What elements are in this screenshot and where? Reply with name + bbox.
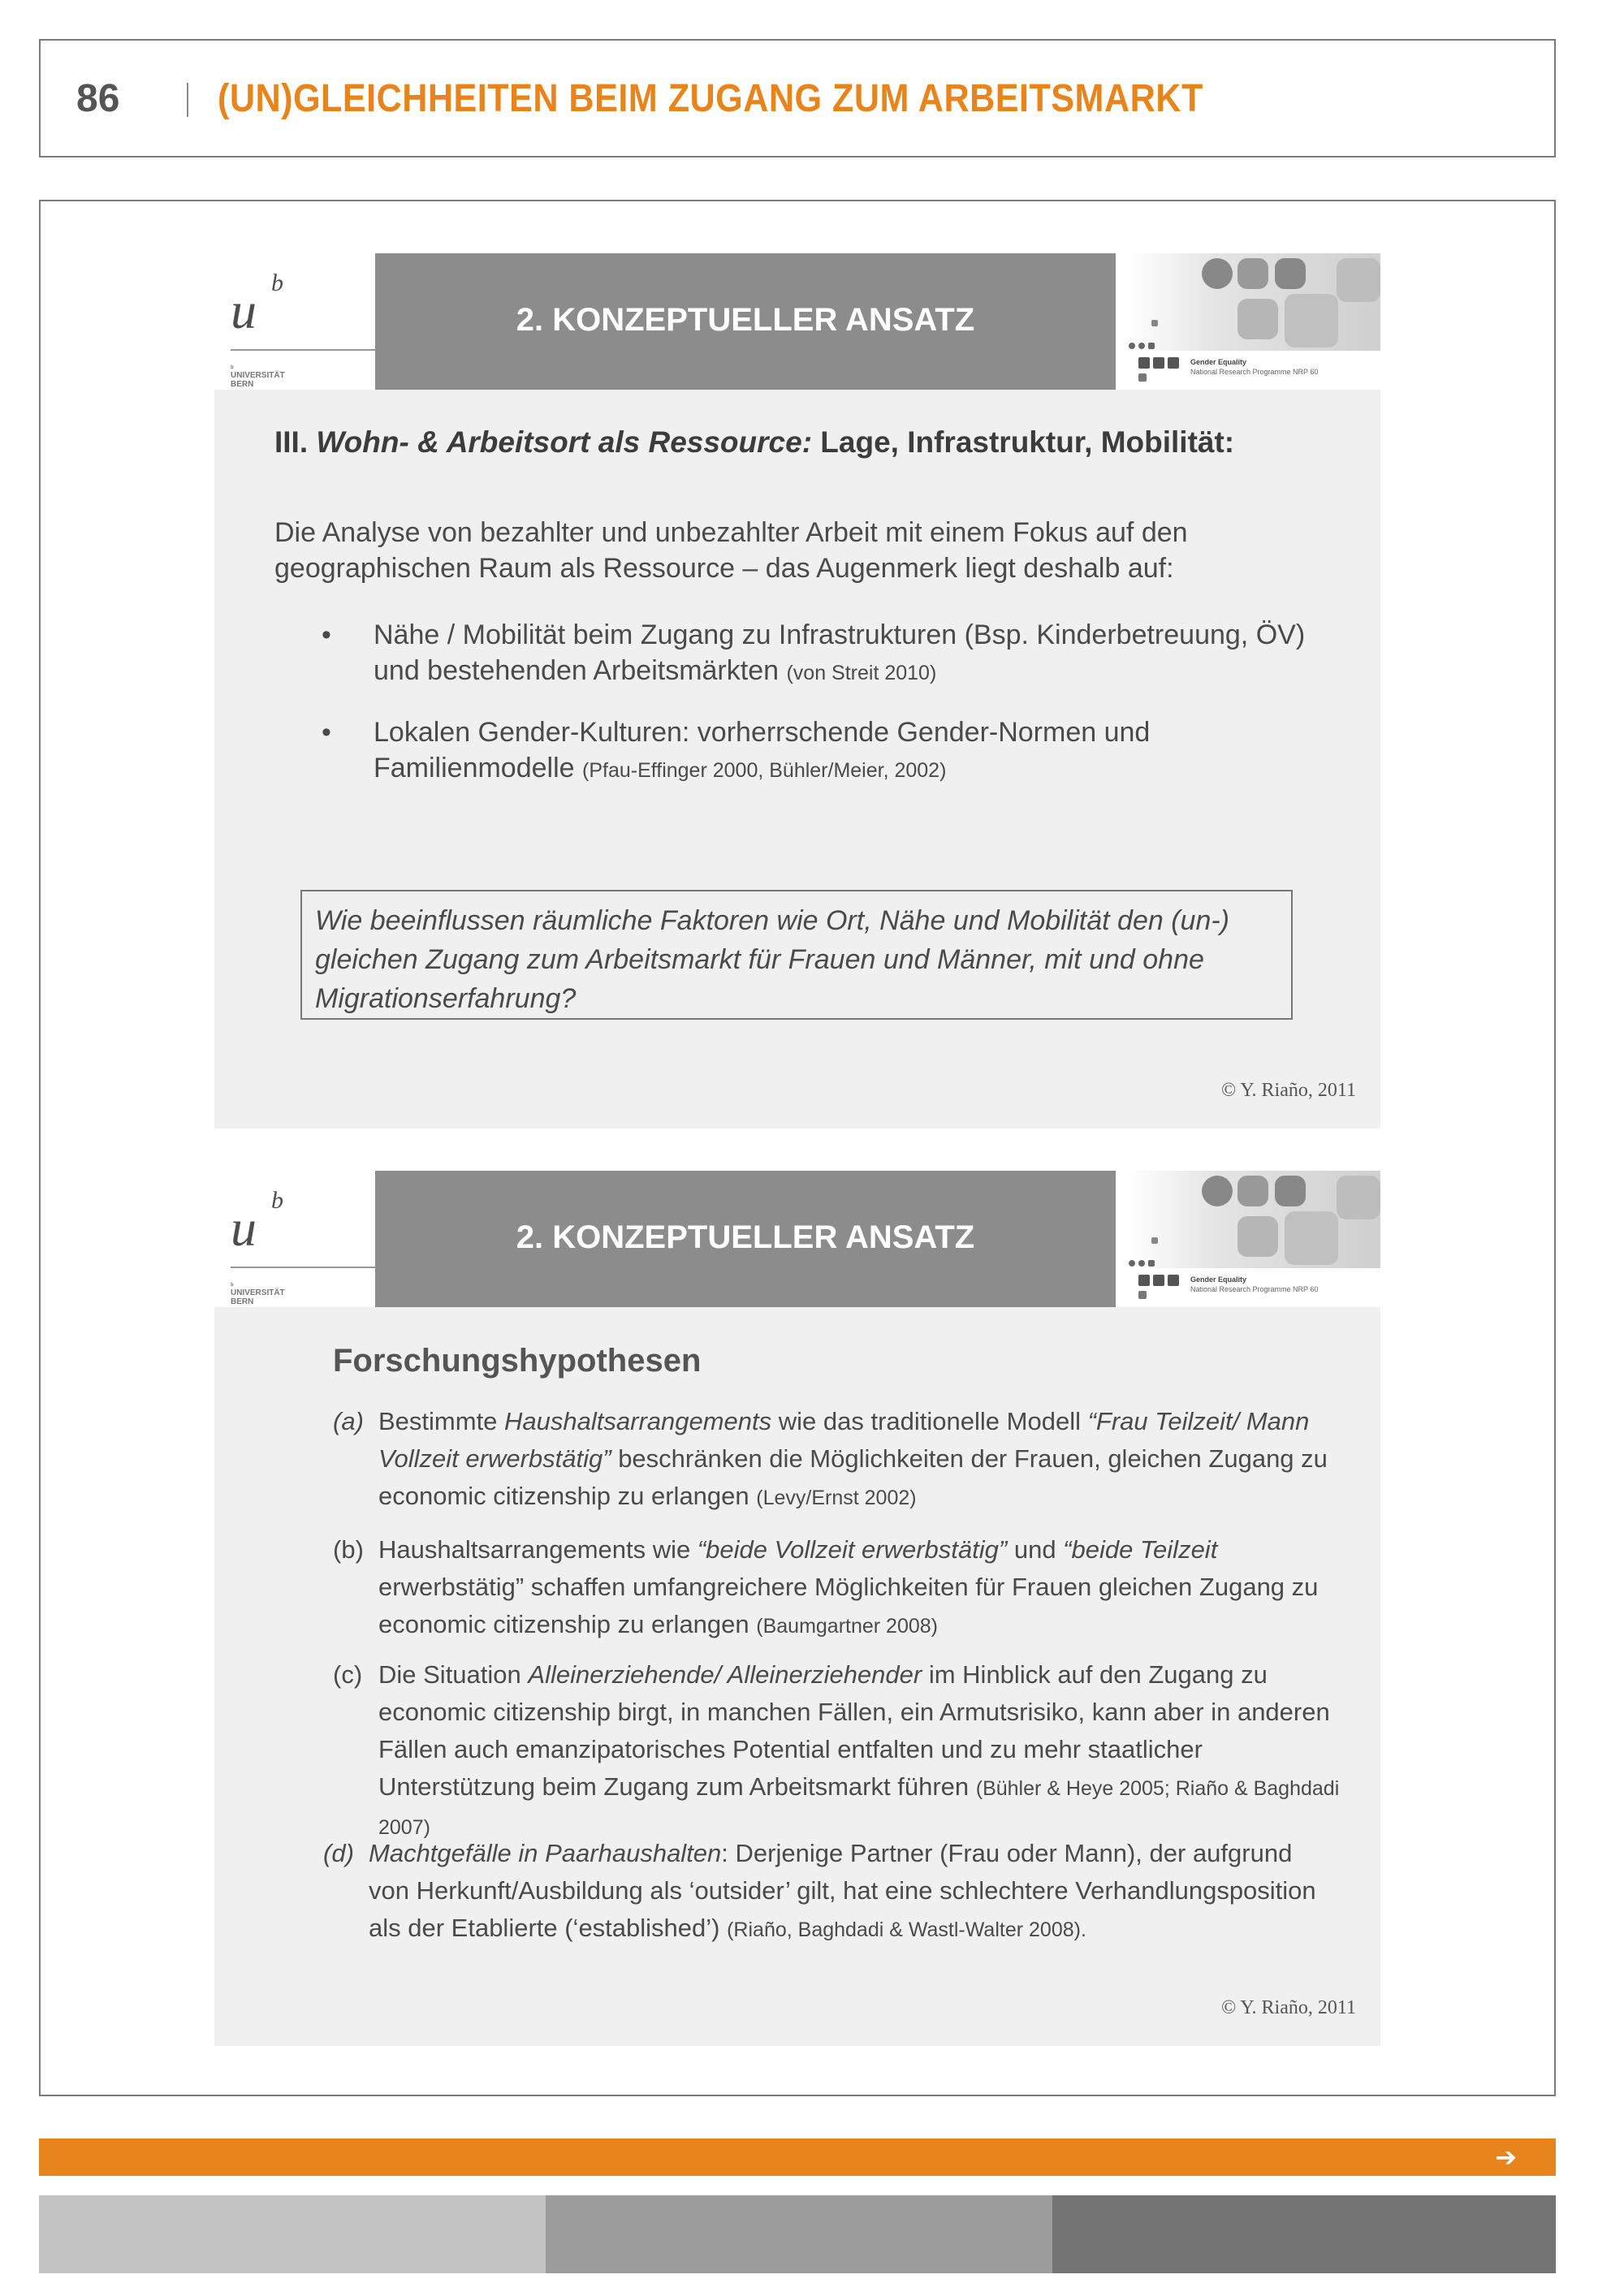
copyright: © Y. Riaño, 2011 bbox=[1220, 1997, 1356, 2018]
deco-pixel bbox=[1129, 343, 1135, 349]
hypothesis-text bbox=[378, 1531, 1345, 1645]
deco-dot bbox=[1275, 258, 1306, 289]
hypothesis-label: (d) bbox=[323, 1839, 354, 1867]
slide-heading bbox=[274, 425, 1234, 460]
page-title: (UN)GLEICHHEITEN BEIM ZUGANG ZUM ARBEITSMARKT bbox=[218, 77, 1203, 120]
hypothesis-text bbox=[378, 1656, 1345, 1846]
slide-1 bbox=[214, 253, 1380, 1129]
slide-heading: Forschungshypothesen bbox=[333, 1343, 702, 1379]
program-line-1: Gender Equality bbox=[1190, 358, 1247, 366]
program-text bbox=[1190, 357, 1318, 377]
logo-line-3: BERN bbox=[231, 1297, 254, 1306]
footer-bar-dark bbox=[1052, 2195, 1556, 2273]
deco-dot bbox=[1237, 1176, 1268, 1206]
hyp-text: wie das traditionelle Modell bbox=[771, 1407, 1088, 1435]
program-line-2: National Research Programme NRP 60 bbox=[1190, 1285, 1319, 1293]
hypothesis-label: (c) bbox=[333, 1660, 363, 1689]
logo-letter-u: u bbox=[231, 282, 257, 339]
hyp-text: Haushaltsarrangements wie bbox=[378, 1535, 698, 1564]
logo-line-3: BERN bbox=[231, 380, 254, 389]
deco-pixel bbox=[1138, 1291, 1147, 1299]
footer-accent-bar bbox=[39, 2138, 1556, 2176]
logo-letter-u: u bbox=[231, 1199, 257, 1257]
logo-letter-b: b bbox=[271, 270, 283, 296]
hyp-italic: “Frau Teilzeit/ Mann Vollzeit erwerbstätig” bbox=[378, 1407, 1310, 1473]
hyp-source: (Bühler & Heye 2005; Riaño & Baghdadi 2007) bbox=[378, 1777, 1340, 1839]
bullet-source: (Pfau-Effinger 2000, Bühler/Meier, 2002) bbox=[582, 759, 947, 782]
hyp-italic: “beide Vollzeit erwerbstätig” bbox=[697, 1535, 1008, 1564]
bullet-source: (von Streit 2010) bbox=[786, 662, 937, 684]
deco-pixel bbox=[1138, 357, 1150, 369]
bullet-dot: • bbox=[322, 619, 331, 650]
program-line-1: Gender Equality bbox=[1190, 1275, 1247, 1284]
deco-dot bbox=[1275, 1176, 1306, 1206]
deco-square bbox=[1285, 294, 1338, 347]
hyp-source: (Riaño, Baghdadi & Wastl-Walter 2008). bbox=[727, 1918, 1086, 1941]
bullet-text bbox=[374, 617, 1332, 691]
hyp-italic: Alleinerziehende/ Alleinerziehender bbox=[528, 1660, 922, 1689]
hypothesis-text bbox=[369, 1835, 1335, 1949]
program-line-2: National Research Programme NRP 60 bbox=[1190, 368, 1319, 376]
logo-line-1: b bbox=[231, 1283, 234, 1288]
slide-title: 2. KONZEPTUELLER ANSATZ bbox=[516, 302, 975, 338]
program-logo bbox=[1117, 1171, 1380, 1307]
deco-pixel bbox=[1153, 1275, 1164, 1286]
deco-pixel bbox=[1151, 1237, 1158, 1244]
bullet-main: Nähe / Mobilität beim Zugang zu Infrastrukturen (Bsp. Kinderbetreuung, ÖV) und bestehenden Arbeitsmärkten bbox=[374, 619, 1306, 686]
hyp-italic: Machtgefälle in Paarhaushalten bbox=[369, 1839, 722, 1867]
hyp-text: : Derjenige Partner (Frau oder Mann), der aufgrund von Herkunft/Ausbildung als ‘outsider’ gilt, hat eine schlechtere Verhandlungsposition als der Etablierte (‘established’) bbox=[369, 1839, 1316, 1942]
bullet-dot: • bbox=[322, 717, 331, 748]
page-header bbox=[39, 39, 1556, 158]
hyp-text: erwerbstätig” schaffen umfangreichere Möglichkeiten für Frauen gleichen Zugang zu economic citizenship zu erlangen bbox=[378, 1573, 1319, 1638]
deco-square bbox=[1337, 1176, 1380, 1219]
deco-pixel bbox=[1138, 1275, 1150, 1286]
logo-line-2: UNIVERSITÄT bbox=[231, 371, 285, 380]
deco-pixel bbox=[1148, 343, 1155, 349]
deco-dot bbox=[1202, 258, 1233, 289]
slide-title: 2. KONZEPTUELLER ANSATZ bbox=[516, 1219, 975, 1255]
hypothesis-label: (b) bbox=[333, 1535, 364, 1564]
next-arrow-icon[interactable]: ➔ bbox=[1495, 2142, 1517, 2173]
logo-line-2: UNIVERSITÄT bbox=[231, 1288, 285, 1297]
logo-line-1: b bbox=[231, 365, 234, 370]
slide-intro: Die Analyse von bezahlter und unbezahlter Arbeit mit einem Fokus auf den geographischen Raum als Ressource – das Augenmerk liegt deshalb auf: bbox=[274, 517, 1188, 584]
deco-square bbox=[1337, 258, 1380, 302]
hyp-text: im Hinblick auf den Zugang zu economic citizenship birgt, in manchen Fällen, ein Armutsrisiko, kann aber in anderen Fällen auch emanzipatorisches Potential entfalten und zu mehr staatlicher Unterstützung beim Zugang zum Arbeitsmarkt führen bbox=[378, 1660, 1330, 1801]
research-question: Wie beeinflussen räumliche Faktoren wie Ort, Nähe und Mobilität den (un-) gleichen Zugang zum Arbeitsmarkt für Frauen und Männer, mit und ohne Migrationserfahrung? bbox=[315, 905, 1230, 1014]
deco-pixel bbox=[1168, 357, 1179, 369]
program-text bbox=[1190, 1275, 1318, 1294]
research-question-box bbox=[300, 890, 1293, 1020]
slide-2 bbox=[214, 1171, 1380, 2046]
deco-pixel bbox=[1168, 1275, 1179, 1286]
heading-rest: Lage, Infrastruktur, Mobilität: bbox=[812, 425, 1235, 459]
deco-pixel bbox=[1129, 1260, 1135, 1267]
heading-italic: Wohn- & Arbeitsort als Ressource: bbox=[316, 425, 813, 459]
deco-dot bbox=[1202, 1176, 1233, 1206]
hyp-text: und bbox=[1007, 1535, 1064, 1564]
footer-bar-mid bbox=[546, 2195, 1052, 2273]
program-logo bbox=[1117, 253, 1380, 390]
hyp-text: Die Situation bbox=[378, 1660, 529, 1689]
footer-bar-light bbox=[39, 2195, 546, 2273]
logo-institution bbox=[231, 365, 285, 389]
hyp-source: (Levy/Ernst 2002) bbox=[756, 1487, 917, 1509]
deco-dot bbox=[1237, 258, 1268, 289]
heading-prefix: III. bbox=[274, 425, 317, 459]
slide-title-bar bbox=[375, 1171, 1116, 1307]
slide-title-bar bbox=[375, 253, 1116, 390]
hyp-text: beschränken die Möglichkeiten der Frauen, gleichen Zugang zu economic citizenship zu erlangen bbox=[378, 1444, 1328, 1510]
header-divider bbox=[187, 83, 188, 117]
deco-pixel bbox=[1138, 1260, 1145, 1267]
hypothesis-label: (a) bbox=[333, 1407, 364, 1435]
deco-square bbox=[1237, 1216, 1278, 1257]
deco-square bbox=[1285, 1211, 1338, 1265]
logo-institution bbox=[231, 1283, 285, 1306]
hyp-source: (Baumgartner 2008) bbox=[756, 1615, 938, 1638]
deco-pixel bbox=[1138, 343, 1145, 349]
hyp-italic: Haushaltsarrangements bbox=[504, 1407, 772, 1435]
deco-pixel bbox=[1148, 1260, 1155, 1267]
page-number: 86 bbox=[76, 77, 120, 120]
hyp-italic: “beide Teilzeit bbox=[1063, 1535, 1218, 1564]
logo-rule bbox=[231, 349, 377, 351]
deco-pixel bbox=[1138, 373, 1147, 382]
copyright: © Y. Riaño, 2011 bbox=[1220, 1080, 1356, 1101]
deco-square bbox=[1237, 299, 1278, 339]
bullet-text bbox=[374, 714, 1332, 788]
deco-pixel bbox=[1151, 320, 1158, 326]
logo-letter-b: b bbox=[271, 1187, 283, 1214]
university-logo bbox=[222, 258, 377, 388]
hypothesis-text bbox=[378, 1403, 1345, 1517]
university-logo bbox=[222, 1176, 377, 1306]
hyp-text: Bestimmte bbox=[378, 1407, 505, 1435]
logo-rule bbox=[231, 1267, 377, 1268]
deco-pixel bbox=[1153, 357, 1164, 369]
bullet-main: Lokalen Gender-Kulturen: vorherrschende Gender-Normen und Familienmodelle bbox=[374, 717, 1151, 783]
